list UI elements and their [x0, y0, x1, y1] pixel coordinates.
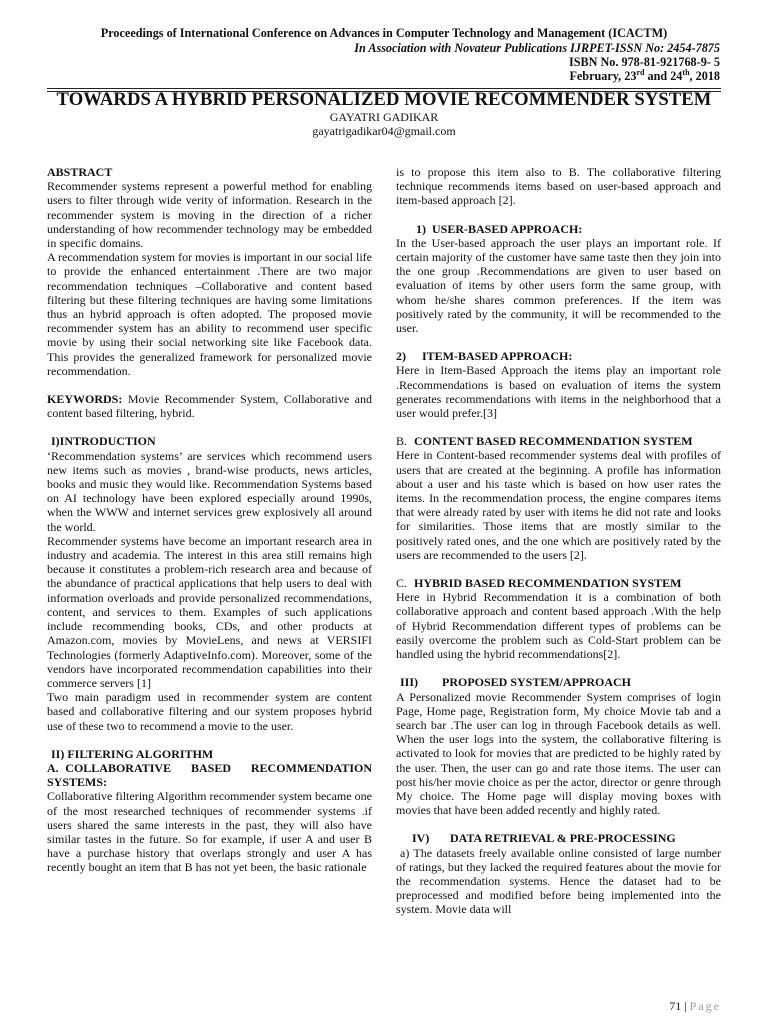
collaborative-paragraph: Collaborative filtering Algorithm recommender system became one of the most researched techniques of recommender systems .if users shared the same interests in the past, they will also have similar tastes in the future. So for example, if user A and user B have a purchase history that overlaps strongly and user A has recently bought an item that B has not yet been, the basic rationale: [47, 789, 372, 875]
introduction-paragraph-3: Two main paradigm used in recommender system are content based and collaborative filtering and our system proposes hybrid use of these two to recommend a movie to the user.: [47, 690, 372, 733]
hybrid-heading: C. HYBRID BASED RECOMMENDATION SYSTEM: [396, 576, 682, 591]
isbn-line: ISBN No. 978-81-921768-9- 5: [569, 55, 720, 69]
proposed-system-paragraph: A Personalized movie Recommender System comprises of login Page, Home page, Registration form, My choice Movie tab and a search bar .The user can log in through Facebook details as well. When the user logs into the system, the collaborative filtering is activated to look for movies that are predicted to be highly rated by the user. Then, the user can go and rate those items. The user can post his/her movie choice as per the actor, director or genre through My choice. The Home page will display moving boxes with movies that have been added recently and highly rated.: [396, 689, 721, 818]
author-name: GAYATRI GADIKAR: [329, 110, 439, 124]
introduction-paragraph-2: Recommender systems have become an important research area in industry and academia. The interest in this area still remains high because it constitutes a problem-rich research area and because of the abundance of practical applications that help users to deal with information overloads and provide personalized recommendations, content, and services to them. Examples of such applications include recommending books, CDs, and other products at Amazon.com, movies by MovieLens, and news at VERSIFI Technologies (formerly AdaptiveInfo.com). Moreover, some of the vendors have incorporated recommendation capabilities into their commerce servers [1]: [47, 533, 372, 690]
collaborative-heading: A. COLLABORATIVE BASED RECOMMENDATION SYSTEMS:: [47, 760, 375, 790]
conference-name: Proceedings of International Conference on Advances in Computer Technology and Management (ICACTM): [100, 26, 668, 40]
keywords: KEYWORDS: Movie Recommender System, Collaborative and content based filtering, hybrid.: [47, 392, 372, 421]
right-column: [396, 165, 721, 917]
filtering-heading: II) FILTERING ALGORITHM: [51, 746, 214, 761]
introduction-heading: I)INTRODUCTION: [51, 434, 156, 449]
author-email: gayatrigadikar04@gmail.com: [312, 124, 456, 138]
proposed-system-heading: III) PROPOSED SYSTEM/APPROACH: [400, 675, 632, 690]
date-line: February, 23rd and 24th, 2018: [569, 67, 720, 83]
page-number: 71: [669, 999, 682, 1013]
paper-title: TOWARDS A HYBRID PERSONALIZED MOVIE RECOMMENDER SYSTEM: [56, 89, 712, 110]
collaborative-paragraph-continued: is to propose this item also to B. The collaborative filtering technique recommends items based on user-based approach and item-based approach [2].: [396, 165, 721, 208]
data-retrieval-paragraph: a) The datasets freely available online consisted of large number of ratings, but they lacked the required features about the movie for the recommendation systems. Hence the dataset had to be preprocessed and modified before being implemented into the system. Movie data will: [396, 845, 721, 917]
item-based-paragraph: Here in Item-Based Approach the items play an important role .Recommendations is based on evaluation of items the system generates recommendations with items in the neighborhood that a user would prefer.[3]: [396, 363, 721, 421]
user-based-heading: 1) USER-BASED APPROACH:: [416, 221, 583, 236]
hybrid-paragraph: Here in Hybrid Recommendation it is a combination of both collaborative approach and content based approach .With the help of Hybrid Recommendation different types of problems can be easily overcome the problem such as Cold-Start problem can be handled using the hybrid recommendations[2].: [396, 590, 721, 662]
left-column: [47, 165, 375, 875]
content-based-paragraph: Here in Content-based recommender systems deal with profiles of users that are created at the beginning. A profile has information about a user and his taste which is based on how user rates the items. In the recommendation process, the engine compares items that were already rated by user with items he did not rate and looks for similarities. Those items that are mostly similar to the positively rated ones, and the one which are positively rated by the users are recommended to the users [2].: [396, 448, 721, 562]
publisher-line: In Association with Novateur Publications IJRPET-ISSN No: 2454-7875: [354, 41, 720, 55]
abstract-heading: ABSTRACT: [47, 165, 113, 179]
content-based-heading: B. CONTENT BASED RECOMMENDATION SYSTEM: [396, 434, 693, 449]
data-retrieval-heading: IV) DATA RETRIEVAL & PRE-PROCESSING: [412, 831, 676, 846]
abstract-paragraph-2: A recommendation system for movies is important in our social life to provide the enhanced entertainment .There are two major recommendation techniques –Collaborative and content based filtering but these filtering techniques are having some limitations thus an hybrid approach is often adopted. The proposed movie recommender system has an ability to recommend user specific movie by using their social networking site like Facebook data. This provides the generalized framework for personalized movie recommendation.: [47, 250, 372, 378]
introduction-paragraph-1: ‘Recommendation systems’ are services which recommend users new items such as movies , brand-wise products, news articles, books and music they would like. Recommendation Systems based on AI technology have been explored especially around 1990s, when the WWW and internet services grew explosively all around the world.: [47, 448, 372, 534]
page-footer: 71 | Page: [669, 999, 721, 1013]
page-label: Page: [689, 999, 721, 1013]
user-based-paragraph: In the User-based approach the user plays an important role. If certain majority of the customer have same taste then they join into the one group .Recommendations are given to user based on evaluation of items by other users form the same group, with whom he/she shares common preferences. If the item was positively rated by the community, it will be recommended to the user.: [396, 235, 721, 336]
item-based-heading: 2) ITEM-BASED APPROACH:: [396, 349, 573, 364]
abstract-paragraph-1: Recommender systems represent a powerful method for enabling users to filter through wide verity of information. Research in the recommender system is moving in the direction of a richer understanding of how recommender technology may be embedded in specific domains.: [47, 179, 372, 251]
